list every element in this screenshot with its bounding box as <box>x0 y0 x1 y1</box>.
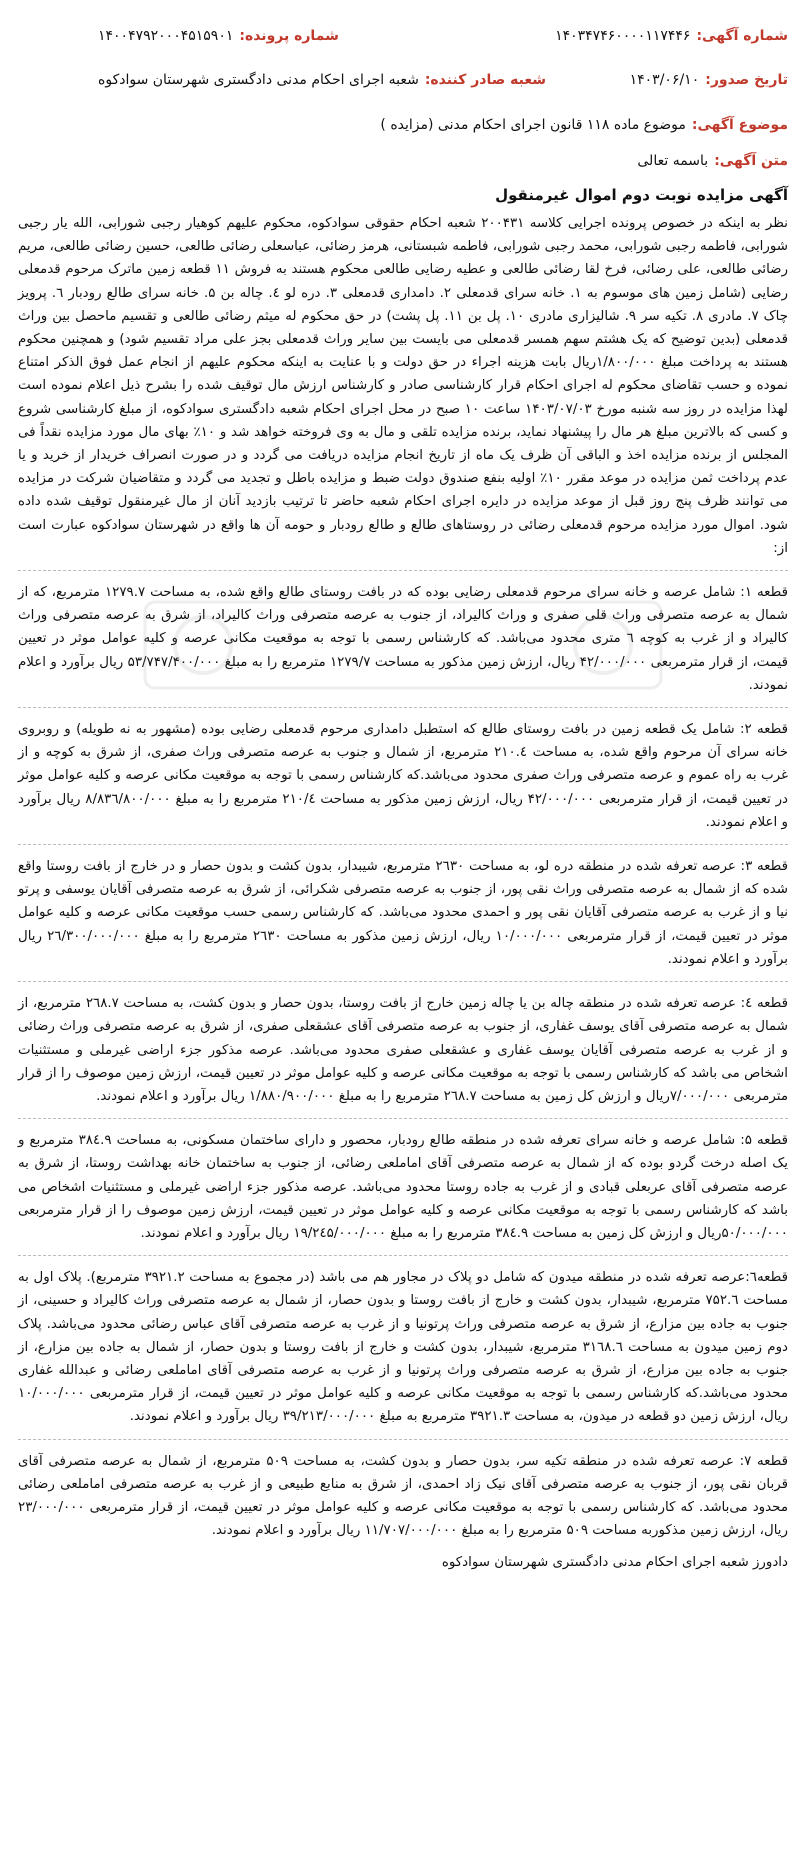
body-intro-line <box>18 150 788 172</box>
meta-row-2 <box>18 70 788 90</box>
divider <box>18 981 788 982</box>
issuer <box>98 70 546 90</box>
subject-label: موضوع آگهی: <box>691 117 788 133</box>
intro-paragraph: نظر به اینکه در خصوص پرونده اجرایی کلاسه ۲۰۰۴۳۱ شعبه احکام حقوقی سوادکوه، محکوم علیهم کوهیار رجبی شورابی، الله یار رجبی شورابی، فاطمه رجبی شورابی، محمد رجبی شورابی، فاطمه شبستانی، هرمز رضائی، عباسعلی رضائی طالعی، حسین رضائی طالعی، مریم رضائی طالعی، علی رضائی، فرخ لقا رضائی طالعی و عطیه رضایی طالعی محکوم هستند به فروش ۱۱ قطعه زمین ماترک مرحوم قدمعلی رضایی (شامل زمین های موسوم به ۱. خانه سرای قدمعلی ۲. دامداری قدمعلی ۳. دره لو ٤. چاله بن ۵. خانه سرای طالع رودبار ٦. پرویز چاک ۷. مادری ۸. تکیه سر ۹. شالیزاری مادری ۱۰. پل بن ۱۱. پل پشت) در حق محکوم له میثم رضائی طالعی و تقسیم ماحصل بین وراث قدمعلی (بدین توضیح که یک هشتم سهم همسر قدمعلی می بایست بین سایر وراث قدمعلی بجز علی مراد تقسیم شود) و همچنین محکوم هستند به پرداخت مبلغ ۱/۸۰۰/۰۰۰ریال بابت هزینه اجراء در حق دولت و با عنایت به اینکه محکوم علیهم از انجام عمل فوق الذکر امتناع نموده و حسب تقاضای محکوم له اجرای احکام قرار کارشناسی صادر و کارشناس ارزش مال توقیف شده را بشرح ذیل اعلام نموده است لهذا مزایده در روز سه شنبه مورخ ۱۴۰۳/۰۷/۰۳ ساعت ۱۰ صبح در محل اجرای احکام شعبه دادگستری سوادکوه، از مبلغ کارشناسی شروع و کسی که بالاترین مبلغ هر مال را پیشنهاد نماید، برنده مزایده تلقی و مال به وی فروخته خواهد شد و ۱۰٪ بهای مال مورد مزایده نقداً فی المجلس از برنده مزایده اخذ و الباقی آن ظرف یک ماه از تاریخ انجام مزایده دریافت می گردد و در صورت انصراف خریدار از خرید و یا عدم پرداخت ثمن مزایده در موعد مقرر ۱۰٪ اولیه بنفع صندوق دولت ضبط و مزایده باطل و تجدید می گردد و متقاضیان شرکت در مزایده می توانند ظرف پنج روز قبل از موعد مزایده در دایره اجرای احکام شعبه حاضر تا ترتیب بازدید آنان از مال غیرمنقول توقیف شده داده شود. اموال مورد مزایده مرحوم قدمعلی رضائی در روستاهای طالع و طالع رودبار و حومه آن ها واقع در شهرستان سوادکوه عبارت است از: <box>18 216 789 556</box>
subject-value: موضوع ماده ۱۱۸ قانون اجرای احکام مدنی (مزایده ) <box>380 117 686 133</box>
parcel-6-paragraph: قطعه٦:عرصه تعرفه شده در منطقه میدون که شامل دو پلاک در مجاور هم می باشد (در مجموع به مساحت ۳۹۲۱.۲ مترمربع). پلاک اول به مساحت ۷۵۲.٦ مترمربع، شیبدار، بدون کشت و خارج از بافت روستا و بدون حصار، از شمال به عرصه متصرفی وراث کالیراد و حسینی، از جنوب به جاده بین مزارع، از شرق به عرصه متصرفی وراث پرتونیا و از غرب به عرصه متصرفی آقای عباس رضائی محدود می‌باشد. پلاک دوم زمین میدون به مساحت ۳۱٦۸.٦ مترمربع، شیبدار، بدون کشت و خارج از بافت روستا و بدون حصار، از شمال به جاده بین مزارع، از جنوب به جاده بین مزارع، از شرق به عرصه متصرفی وراث پرتونیا و از غرب به عرصه متصرفی آقای اماملعی رضائی و عبدالله غفاری محدود می‌باشد.که کارشناس رسمی با توجه به موقعیت مکانی عرصه و کلیه عوامل موثر در تعیین قیمت، از قرار مترمربعی ۱۰/۰۰۰/۰۰۰ ریال، ارزش زمین دو قطعه در میدون، به مساحت ۳۹۲۱.۳ مترمربع به مبلغ ۳۹/۲۱۳/۰۰۰/۰۰۰ ریال برآورد و اعلام نمودند. <box>18 1270 789 1425</box>
divider <box>18 1255 788 1256</box>
divider <box>18 844 788 845</box>
ad-number <box>555 26 788 46</box>
divider <box>18 570 788 571</box>
parcel-2-paragraph: قطعه ۲: شامل یک قطعه زمین در بافت روستای طالع که استطبل دامداری مرحوم قدمعلی رضایی بوده (مشهور به نه طویله) و روبروی خانه سرای آن مرحوم واقع شده، به مساحت ۲۱۰.٤ مترمربع، از شمال و جنوب به عرصه متصرفی وراث صفری، از شرق به کوچه و از غرب به راه عموم و عرصه متصرفی وراث صفری محدود می‌باشد.که کارشناس رسمی با توجه به موقعیت مکانی عرصه و کلیه عوامل موثر در تعیین قیمت، از قرار مترمربعی ۴۲/۰۰۰/۰۰۰ ریال، ارزش زمین مذکور به مساحت ۲۱۰/٤ مترمربع را به مبلغ ۸/۸۳٦/۸۰۰/۰۰۰ ریال برآورد و اعلام نمودند. <box>18 722 789 830</box>
case-number-value: ۱۴۰۰۴۷۹۲۰۰۰۴۵۱۵۹۰۱ <box>98 28 234 44</box>
case-number-label: شماره پرونده: <box>239 28 339 44</box>
issue-date <box>630 70 788 90</box>
ad-number-value: ۱۴۰۳۴۷۴۶۰۰۰۰۱۱۷۴۴۶ <box>555 28 691 44</box>
issue-date-label: تاریخ صدور: <box>705 72 788 88</box>
divider <box>18 707 788 708</box>
parcel-3-paragraph: قطعه ۳: عرصه تعرفه شده در منطقه دره لو، به مساحت ۲٦۳۰ مترمربع، شیبدار، بدون کشت و بدون حصار و در خارج از بافت روستا واقع شده که از شمال به عرصه متصرفی وراث نقی پور، از جنوب به عرصه متصرفی شکرائی، از شرق به عرصه متصرفی آقایان یوسفی و پرتو نیا و از غرب به عرصه متصرفی آقایان نقی پور و احمدی محدود می‌باشد. که کارشناس رسمی حسب موقعیت مکانی عرصه و کلیه عوامل موثر در تعیین قیمت، از قرار مترمربعی ۱۰/۰۰۰/۰۰۰ ریال، ارزش زمین مذکور به مساحت ۲٦۳۰ مترمربع را به مبلغ ۲٦/۳۰۰/۰۰۰/۰۰۰ ریال برآورد و اعلام نمودند. <box>18 859 788 967</box>
subject-line <box>18 114 788 136</box>
divider <box>18 1439 788 1440</box>
parcel-1-paragraph: قطعه ۱: شامل عرصه و خانه سرای مرحوم قدمعلی رضایی بوده که در بافت روستای طالع واقع شده، به مساحت ۱۲۷۹.۷ مترمربع، که از شمال به عرصه متصرفی وراث قلی صفری و وراث کالیراد، از جنوب به عرصه متصرفی وراث کالیراد، از شرق به عرصه متصرفی وراث کالیراد و از غرب به کوچه ٦ متری محدود می‌باشد. که کارشناس رسمی با توجه به موقعیت مکانی عرصه و کلیه عوامل موثر در تعیین قیمت، از قرار مترمربعی ۴۲/۰۰۰/۰۰۰ ریال، ارزش زمین مذکور به مساحت ۱۲۷۹/۷ مترمربع را به مبلغ ۵۳/۷۴۷/۴۰۰/۰۰۰ ریال برآورد و اعلام نمودند. <box>18 585 789 693</box>
case-number <box>98 26 339 46</box>
body-intro-value: باسمه تعالی <box>637 153 709 169</box>
parcel-4-paragraph: قطعه ٤: عرصه تعرفه شده در منطقه چاله بن یا چاله زمین خارج از بافت روستا، بدون حصار و بدون کشت، به مساحت ۲٦۸.۷ مترمربع، از شمال به عرصه متصرفی آقای یوسف غفاری، از جنوب به عرصه متصرفی آقای عشقعلی صفری، از شرق به عرصه متصرفی وراث رضائی و از غرب به عرصه متصرفی آقایان یوسف غفاری و عشقعلی صفری محدود می‌باشد. عرصه مذکور جزء اراضی غیرملی و مستثنیات اشخاص می باشد که کارشناس رسمی با توجه به موقعیت مکانی عرصه و کلیه عوامل موثر در تعیین قیمت، ارزش زمین موصوف را از قرار مترمربعی ۷/۰۰۰/۰۰۰ریال و ارزش کل زمین به مساحت ۲٦۸.۷ مترمربع را به مبلغ ۱/۸۸۰/۹۰۰/۰۰۰ ریال برآورد و اعلام نمودند. <box>18 996 789 1104</box>
parcel-7-paragraph: قطعه ۷: عرصه تعرفه شده در منطقه تکیه سر، بدون حصار و بدون کشت، به مساحت ۵۰۹ مترمربع، از شمال به عرصه متصرفی آقای قربان نقی پور، از جنوب به عرصه متصرفی آقای نیک زاد احمدی، از شرق به منابع طبیعی و از غرب به عرصه متصرفی اماملعی رضائی محدود می‌باشد. که کارشناس رسمی با توجه به موقعیت مکانی عرصه و کلیه عوامل موثر در تعیین قیمت، از قرار مترمربعی ۲۳/۰۰۰/۰۰۰ ریال، ارزش زمین مذکوربه مساحت ۵۰۹ مترمربع را به مبلغ ۱۱/۷۰۷/۰۰۰/۰۰۰ ریال برآورد و اعلام نمودند. <box>18 1453 788 1539</box>
body-label: متن آگهی: <box>714 153 788 169</box>
parcel-5-paragraph: قطعه ۵: شامل عرصه و خانه سرای تعرفه شده در منطقه طالع رودبار، محصور و دارای ساختمان مسکونی، به مساحت ۳۸٤.۹ مترمربع و یک اصله درخت گردو بوده که از شمال به عرصه متصرفی آقای اماملعی رضائی، از جنوب به ساختمان خانه بهداشت روستا، از شرق به عرصه متصرفی آقای عربعلی قبادی و از غرب به جاده روستا محدود می‌باشد. عرصه مذکور جزء اراضی غیرملی و مستثنیات اشخاص می باشد که کارشناس رسمی با توجه به موقعیت مکانی عرصه و کلیه عوامل موثر در تعیین قیمت، ارزش زمین موصوف را از قرار مترمربعی ۵۰/۰۰۰/۰۰۰ریال و ارزش کل زمین به مساحت ۳۸٤.۹ مترمربع را به مبلغ ۱۹/۲٤۵/۰۰۰/۰۰۰ ریال برآورد و اعلام نمودند. <box>18 1133 788 1241</box>
meta-row-1 <box>18 26 788 46</box>
divider <box>18 1118 788 1119</box>
issuer-value: شعبه اجرای احکام مدنی دادگستری شهرستان سوادکوه <box>98 72 419 88</box>
signature-footer: دادورز شعبه اجرای احکام مدنی دادگستری شهرستان سوادکوه <box>441 1555 788 1571</box>
issue-date-value: ۱۴۰۳/۰۶/۱۰ <box>629 72 700 88</box>
notice-title: آگهی مزایده نوبت دوم اموال غیرمنقول <box>495 186 788 204</box>
ad-number-label: شماره آگهی: <box>696 28 788 44</box>
issuer-label: شعبه صادر کننده: <box>424 72 546 88</box>
